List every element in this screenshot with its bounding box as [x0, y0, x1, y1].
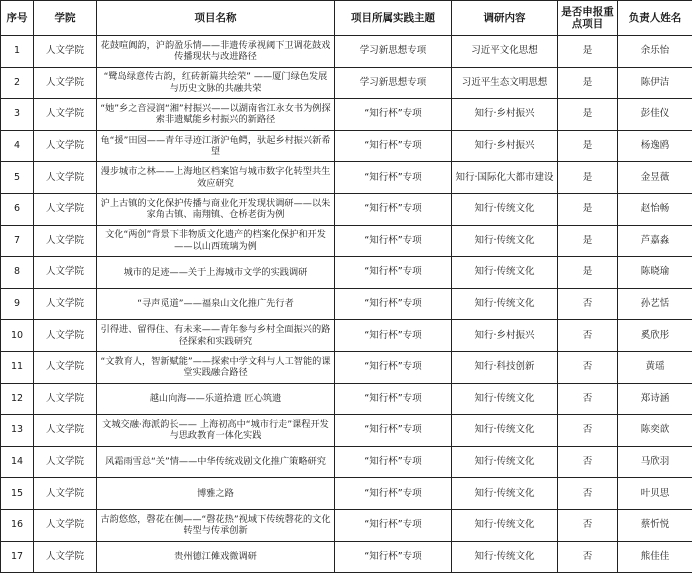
header-leader: 负责人姓名	[618, 1, 692, 36]
table-row	[1, 541, 692, 573]
cell-project-name: 龟“援”田园——青年寻迹江浙沪龟鳄，驮起乡村振兴新希望	[97, 130, 335, 162]
cell-key-project: 否	[558, 541, 618, 573]
cell-theme: “知行杯”专项	[335, 383, 452, 415]
table-body	[1, 36, 692, 573]
cell-leader: 杨逸鸥	[618, 130, 692, 162]
table-row	[1, 478, 692, 510]
table-row	[1, 320, 692, 352]
cell-theme: “知行杯”专项	[335, 288, 452, 320]
cell-college: 人文学院	[34, 67, 97, 99]
cell-key-project: 是	[558, 162, 618, 194]
cell-college: 人文学院	[34, 99, 97, 131]
cell-leader: 陈伊洁	[618, 67, 692, 99]
cell-leader: 孙艺恬	[618, 288, 692, 320]
cell-index: 13	[1, 415, 34, 447]
cell-leader: 郑诗涵	[618, 383, 692, 415]
cell-project-name: 文化“两创”背景下非物质文化遗产的档案化保护和开发——以山西琉璃为例	[97, 225, 335, 257]
cell-theme: “知行杯”专项	[335, 320, 452, 352]
cell-content: 知行·传统文化	[452, 383, 558, 415]
cell-project-name: 风霜雨雪总“关”情——中华传统戏剧文化推广策略研究	[97, 446, 335, 478]
cell-content: 知行·传统文化	[452, 478, 558, 510]
cell-leader: 陈奕歆	[618, 415, 692, 447]
cell-project-name: 城市的足迹——关于上海城市文学的实践调研	[97, 257, 335, 289]
cell-key-project: 是	[558, 257, 618, 289]
header-key-project: 是否申报重点项目	[558, 1, 618, 36]
cell-key-project: 是	[558, 67, 618, 99]
header-theme: 项目所属实践主题	[335, 1, 452, 36]
table-row	[1, 288, 692, 320]
cell-index: 3	[1, 99, 34, 131]
cell-content: 知行·科技创新	[452, 351, 558, 383]
table-row	[1, 351, 692, 383]
table-row	[1, 36, 692, 68]
cell-key-project: 否	[558, 320, 618, 352]
cell-leader: 芦嘉淼	[618, 225, 692, 257]
cell-index: 12	[1, 383, 34, 415]
cell-college: 人文学院	[34, 162, 97, 194]
table-row	[1, 383, 692, 415]
cell-index: 7	[1, 225, 34, 257]
cell-content: 知行·传统文化	[452, 415, 558, 447]
table-row	[1, 225, 692, 257]
cell-leader: 赵怡畅	[618, 193, 692, 225]
cell-theme: “知行杯”专项	[335, 225, 452, 257]
cell-theme: “知行杯”专项	[335, 415, 452, 447]
cell-key-project: 否	[558, 478, 618, 510]
cell-index: 2	[1, 67, 34, 99]
cell-theme: 学习新思想专项	[335, 36, 452, 68]
cell-leader: 蔡忻悦	[618, 509, 692, 541]
cell-leader: 马欣羽	[618, 446, 692, 478]
cell-theme: “知行杯”专项	[335, 193, 452, 225]
cell-index: 6	[1, 193, 34, 225]
cell-content: 知行·传统文化	[452, 225, 558, 257]
cell-theme: “知行杯”专项	[335, 130, 452, 162]
cell-index: 4	[1, 130, 34, 162]
cell-leader: 陈晓瑜	[618, 257, 692, 289]
cell-project-name: 漫步城市之林——上海地区档案馆与城市数字化转型共生效应研究	[97, 162, 335, 194]
cell-leader: 黄瑶	[618, 351, 692, 383]
cell-college: 人文学院	[34, 446, 97, 478]
cell-index: 16	[1, 509, 34, 541]
cell-leader: 叶贝思	[618, 478, 692, 510]
cell-content: 知行·传统文化	[452, 288, 558, 320]
cell-college: 人文学院	[34, 288, 97, 320]
cell-content: 习近平文化思想	[452, 36, 558, 68]
cell-project-name: 引得进、留得住、有未来——青年参与乡村全面振兴的路径探索和实践研究	[97, 320, 335, 352]
header-project-name: 项目名称	[97, 1, 335, 36]
header-index: 序号	[1, 1, 34, 36]
cell-key-project: 是	[558, 130, 618, 162]
cell-index: 5	[1, 162, 34, 194]
cell-college: 人文学院	[34, 415, 97, 447]
table-row	[1, 509, 692, 541]
cell-key-project: 是	[558, 99, 618, 131]
cell-college: 人文学院	[34, 225, 97, 257]
cell-college: 人文学院	[34, 478, 97, 510]
cell-theme: “知行杯”专项	[335, 446, 452, 478]
cell-leader: 余乐怡	[618, 36, 692, 68]
cell-theme: “知行杯”专项	[335, 478, 452, 510]
cell-content: 习近平生态文明思想	[452, 67, 558, 99]
cell-index: 9	[1, 288, 34, 320]
cell-theme: “知行杯”专项	[335, 351, 452, 383]
cell-college: 人文学院	[34, 541, 97, 573]
cell-theme: “知行杯”专项	[335, 509, 452, 541]
cell-index: 17	[1, 541, 34, 573]
cell-content: 知行·传统文化	[452, 193, 558, 225]
table-row	[1, 130, 692, 162]
cell-project-name: 花鼓喧阗韵，沪韵盈乐情——非遗传承视阈下卫调花鼓戏传播现状与改进路径	[97, 36, 335, 68]
cell-index: 8	[1, 257, 34, 289]
cell-college: 人文学院	[34, 257, 97, 289]
table-row	[1, 257, 692, 289]
table-row	[1, 162, 692, 194]
cell-content: 知行·传统文化	[452, 509, 558, 541]
header-row	[1, 1, 692, 36]
cell-project-name: “她”乡之音浸润“湘”村振兴——以湖南省江永女书为例探索非遗赋能乡村振兴的新路径	[97, 99, 335, 131]
cell-project-name: “文教育人，智新赋能”——探索中学文科与人工智能的课堂实践融合路径	[97, 351, 335, 383]
cell-project-name: 古韵悠悠，磬花在侧——“磬花热”视域下传统磬花的文化转型与传承创新	[97, 509, 335, 541]
header-college: 学院	[34, 1, 97, 36]
cell-content: 知行·乡村振兴	[452, 130, 558, 162]
table-row	[1, 67, 692, 99]
cell-leader: 奚欣彤	[618, 320, 692, 352]
table-row	[1, 193, 692, 225]
cell-theme: “知行杯”专项	[335, 99, 452, 131]
cell-project-name: “鹭岛绿意传古韵，红砖新篇共绘荣” ——厦门绿色发展与历史文脉的共融共荣	[97, 67, 335, 99]
cell-theme: “知行杯”专项	[335, 541, 452, 573]
cell-content: 知行·传统文化	[452, 257, 558, 289]
cell-content: 知行·乡村振兴	[452, 320, 558, 352]
cell-index: 15	[1, 478, 34, 510]
cell-key-project: 否	[558, 415, 618, 447]
cell-college: 人文学院	[34, 383, 97, 415]
cell-leader: 金昱薇	[618, 162, 692, 194]
table-row	[1, 446, 692, 478]
cell-project-name: “寻声觅道”——福泉山文化推广先行者	[97, 288, 335, 320]
cell-key-project: 否	[558, 446, 618, 478]
cell-content: 知行·国际化大都市建设	[452, 162, 558, 194]
cell-college: 人文学院	[34, 193, 97, 225]
cell-project-name: 越山向海——乐道拾遗 匠心筑遗	[97, 383, 335, 415]
cell-index: 1	[1, 36, 34, 68]
cell-college: 人文学院	[34, 509, 97, 541]
cell-content: 知行·乡村振兴	[452, 99, 558, 131]
header-content: 调研内容	[452, 1, 558, 36]
table-row	[1, 99, 692, 131]
cell-index: 14	[1, 446, 34, 478]
table-row	[1, 415, 692, 447]
cell-content: 知行·传统文化	[452, 541, 558, 573]
cell-project-name: 贵州德江傩戏微调研	[97, 541, 335, 573]
cell-college: 人文学院	[34, 36, 97, 68]
cell-key-project: 是	[558, 193, 618, 225]
cell-college: 人文学院	[34, 130, 97, 162]
cell-college: 人文学院	[34, 351, 97, 383]
cell-theme: “知行杯”专项	[335, 162, 452, 194]
cell-key-project: 否	[558, 509, 618, 541]
cell-index: 10	[1, 320, 34, 352]
cell-leader: 彭佳仪	[618, 99, 692, 131]
cell-college: 人文学院	[34, 320, 97, 352]
cell-key-project: 否	[558, 383, 618, 415]
cell-index: 11	[1, 351, 34, 383]
cell-content: 知行·传统文化	[452, 446, 558, 478]
cell-key-project: 是	[558, 225, 618, 257]
cell-key-project: 否	[558, 288, 618, 320]
cell-theme: 学习新思想专项	[335, 67, 452, 99]
cell-key-project: 是	[558, 36, 618, 68]
cell-project-name: 沪上古镇的文化保护传播与商业化开发现状调研——以朱家角古镇、南翔镇、仓桥老街为例	[97, 193, 335, 225]
cell-project-name: 文城交融·海派韵长—— 上海初高中“城市行走”课程开发与思政教育一体化实践	[97, 415, 335, 447]
cell-leader: 熊佳佳	[618, 541, 692, 573]
cell-theme: “知行杯”专项	[335, 257, 452, 289]
cell-key-project: 否	[558, 351, 618, 383]
cell-project-name: 博雅之路	[97, 478, 335, 510]
